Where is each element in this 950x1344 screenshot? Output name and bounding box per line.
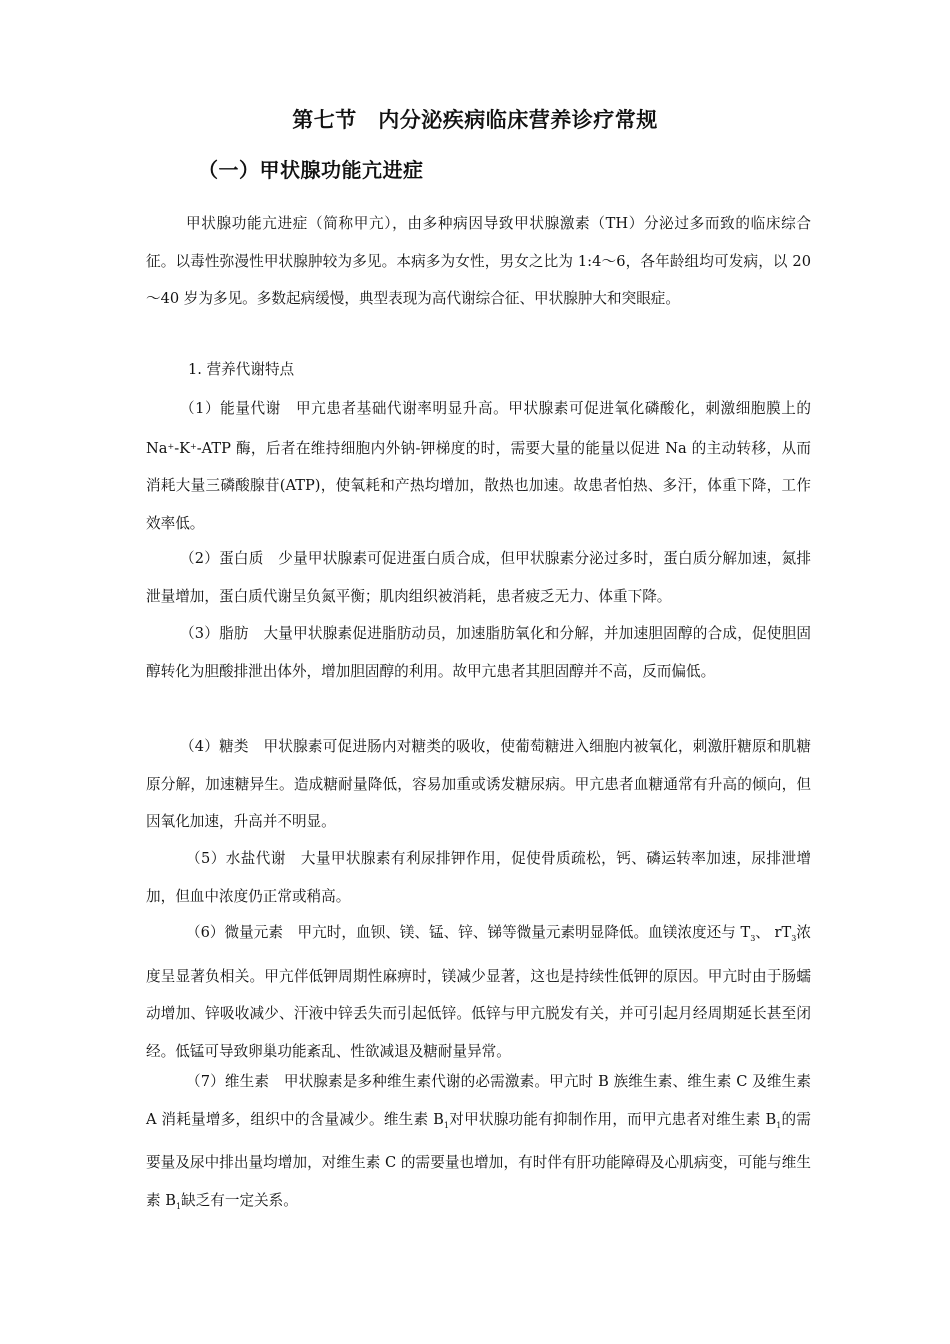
paragraph-carbohydrate: （4）糖类 甲状腺素可促进肠内对糖类的吸收，使葡萄糖进入细胞内被氧化，刺激肝糖原和肌糖原分解，加速糖异生。造成糖耐量降低，容易加重或诱发糖尿病。甲亢患者血糖通常有升高的倾向，但因氧化加速，升高并不明显。 (146, 738, 811, 830)
paragraph-protein: （2）蛋白质 少量甲状腺素可促进蛋白质合成，但甲状腺素分泌过多时，蛋白质分解加速，氮排泄量增加，蛋白质代谢呈负氮平衡；肌肉组织被消耗，患者疲乏无力、体重下降。 (146, 550, 811, 605)
paragraph-vitamins: （7）维生素 甲状腺素是多种维生素代谢的必需激素。甲亢时 B 族维生素、维生素 C 及维生素 A 消耗量增多，组织中的含量减少。维生素 $B_1$对甲状腺功能有抑制作用，而甲亢患者对维生素 $B_1$的需要量及尿中排出量均增加，对维生素 C 的需要量也增加，有时伴有肝功能障碍及心肌病变，可能与维生素 $B_1$缺乏有一定关系。 (146, 1073, 811, 1211)
intro-paragraph: 甲状腺功能亢进症（简称甲亢），由多种病因导致甲状腺激素（TH）分泌过多而致的临床综合征。以毒性弥漫性甲状腺肿较为多见。本病多为女性，男女之比为 1:4～6，各年龄组均可发病，以 20～40 岁为多见。多数起病缓慢，典型表现为高代谢综合征、甲状腺肿大和突眼症。 (146, 215, 811, 307)
paragraph-fat: （3）脂肪 大量甲状腺素促进脂肪动员，加速脂肪氧化和分解，并加速胆固醇的合成，促使胆固醇转化为胆酸排泄出体外，增加胆固醇的利用。故甲亢患者其胆固醇并不高，反而偏低。 (146, 625, 811, 680)
section-title: 第七节 内分泌疾病临床营养诊疗常规 (292, 108, 658, 132)
section-heading-nutrition: 1. 营养代谢特点 (188, 361, 295, 378)
paragraph-water-salt: （5）水盐代谢 大量甲状腺素有利尿排钾作用，促使骨质疏松，钙、磷运转率加速，尿排泄增加，但血中浓度仍正常或稍高。 (146, 850, 811, 905)
paragraph-trace-elements: （6）微量元素 甲亢时，血钡、镁、锰、锌、锑等微量元素明显降低。血镁浓度还与 $T_3$、 $rT_3$浓度呈显著负相关。甲亢伴低钾周期性麻痹时，镁减少显著，这也是持续性低钾的原因。甲亢时由于肠蠕动增加、锌吸收减少、汗液中锌丢失而引起低锌。低锌与甲亢脱发有关，并可引起月经周期延长甚至闭经。低锰可导致卵巢功能紊乱、性欲减退及糖耐量异常。 (146, 924, 811, 1060)
paragraph-energy-metabolism: （1）能量代谢 甲亢患者基础代谢率明显升高。甲状腺素可促进氧化磷酸化，刺激细胞膜上的 Na+-K+-ATP 酶，后者在维持细胞内外钠-钾梯度的时，需要大量的能量以促进 Na 的主动转移，从而消耗大量三磷酸腺苷(ATP)，使氧耗和产热均增加，散热也加速。故患者怕热、多汗，体重下降，工作效率低。 (146, 400, 811, 532)
subsection-title: （一）甲状腺功能亢进症 (198, 158, 424, 182)
